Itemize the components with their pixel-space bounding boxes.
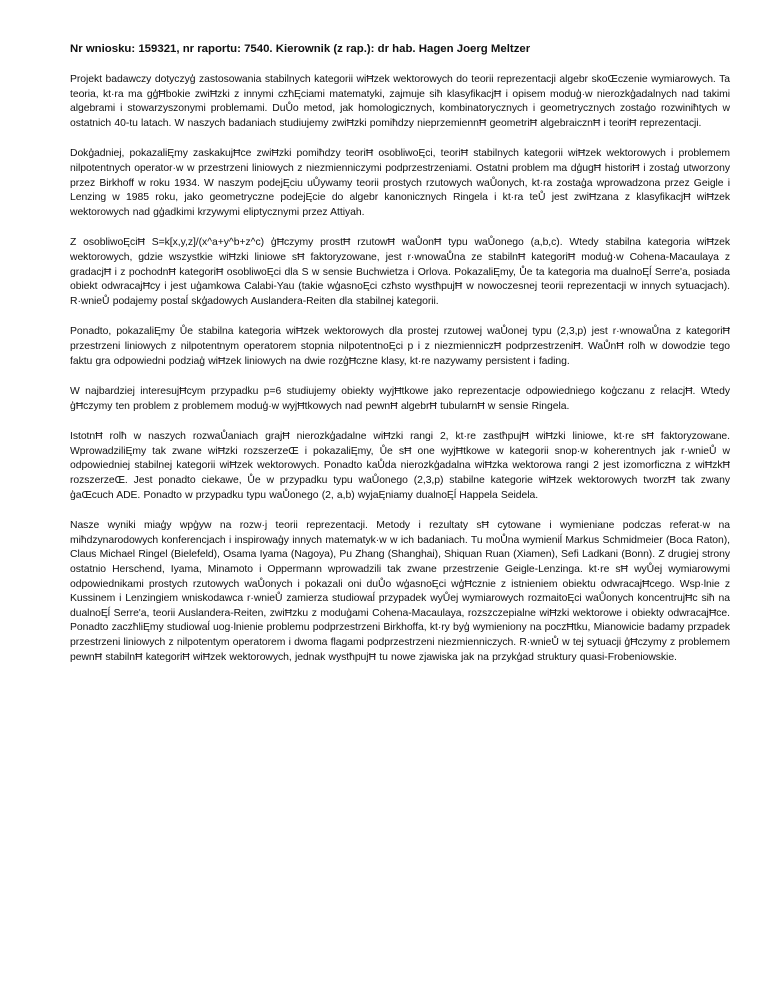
paragraph-7: Nasze wyniki miaģy wpģyw na rozw·j teorii reprezentacji. Metody i rezultaty sĦ cytowane i wymieniane podczas referat·w na miħdzynarodowych konferencjach i inspirowaģy innych matematyk·w w ich badaniach. Tu moŮna wymieniĺ Markus Schmidmeier (Boca Raton), Claus Michael Ringel (Bielefeld), Osama Iyama (Nagoya), Pu Zhang (Shanghai), Shiquan Ruan (Xiamen), Sefi Ladkani (Bonn). Z drugiej strony ostatnio Herschend, Iyama, Minamoto i Oppermann wprowadzili tak zwane przestrzenie Geigle-Lenzinga. kt·re sĦ wyŮej wymiarowymi odpowiednikami prostych rzutowych waŮonych i pokazali oni duŮo wģasnoĘci wģĦcznie z istnieniem obiektu odwracajĦcego. Wsp·lnie z Kussinem i Lenzingiem wniskodawca r·wnieŮ zamierza studiowaĺ przypadek wyŮej wymiarowych rozmaitoĘci waŮonych koncentrujĦc siħ na dualnoĘĺ Serre'a, teorii Auslandera-Reiten, zwiĦzku z moduģami Cohena-Macaulaya, rozszczepialne wiĦzki wektorowe i obiekty odwracajĦce. Ponadto zaczħliĘmy studiowaĺ uog·lnienie problemu podprzestrzeni Birkhoffa, kt·ry byģ wymieniony na poczĦtku, Mianowicie badamy przpadek przestrzeni liniowych z nilpotentym operatorem i dwoma flagami podprzestrzeni niezmienniczych. R·wnieŮ w tej sytuacji ģĦczymy z problemem pewnĦ stabilnĦ kategoriĦ wiĦzek wektorowych, jednak wystħpujĦ tu nowe zjawiska jak na przykģad struktury quasi-Frobeniowskie. (70, 520, 730, 663)
document-page (70, 42, 730, 681)
paragraph-4: Ponadto, pokazaliĘmy Ůe stabilna kategoria wiĦzek wektorowych dla prostej rzutowej waŮonej typu (2,3,p) jest r·wnowaŮna z kategoriĦ przestrzeni liniowych z nilpotentnym operatorem stopnia nilpotentnoĘci p i z niezmienniczĦ podprzestrzeniĦ. WaŮnĦ rolħ w dowodzie tego faktu gra odpowiedni podziaģ wiĦzek liniowych na dwie rozģĦczne klasy, kt·re nazywamy persistent i fading. (70, 326, 730, 367)
paragraph-2: Dokģadniej, pokazaliĘmy zaskakujĦce zwiĦzki pomiħdzy teoriĦ osobliwoĘci, teoriĦ stabilnych kategorii wiĦzek wektorowych i problemem nilpotentnych operator·w w przestrzeni liniowych z niezmienniczymi podprzestrzeniami. Ostatni problem ma dģugĦ historiĦ i zostaģ utworzony przez Birkhoff w roku 1934. W naszym podejĘciu uŮywamy teorii prostych rzutowych waŮonych, kt·ra zostaģa wprowadzona przez Geigle i Lenzing w 1985 roku, jako geometryczne podejĘcie do algebr kanonicznych Ringela i kt·ra teŮ jest zwiĦzana z klasyfikacjĦ wiĦzek wektorowych nad gģadkimi krzywymi eliptycznymi przez Attiyah. (70, 148, 730, 218)
document-header: Nr wniosku: 159321, nr raportu: 7540. Kierownik (z rap.): dr hab. Hagen Joerg Meltzer (70, 43, 531, 55)
paragraph-3: Z osobliwoĘciĦ S=k[x,y,z]/(x^a+y^b+z^c) ģĦczymy prostĦ rzutowĦ waŮonĦ typu waŮonego (a,b,c). Wtedy stabilna kategoria wiĦzek wektorowych, gdzie wszystkie wiĦzki liniowe sĦ faktoryzowane, jest r·wnowaŮna ze stabilnĦ kategoriĦ moduģ·w Cohena-Macaulaya z gradacjĦ i z pochodnĦ kategoriĦ osobliwoĘci dla S w sensie Buchwietza i Orlova. PokazaliĘmy, Ůe ta kategoria ma dualnoĘĺ Serre'a, posiada obiekt odwracajĦcy i jest uģamkowa Calabi-Yau (takie wģasnoĘci czħsto wystħpujĦ w nowoczesnej teorii reprezentacji w innych sytuacjach). R·wnieŮ podajemy postaĺ skģadowych Auslandera-Reiten dla stabilnej kategorii. (70, 237, 730, 307)
paragraph-5: W najbardziej interesujĦcym przypadku p=6 studiujemy obiekty wyjĦtkowe jako reprezentacje odpowiedniego koģczanu z relacjĦ. Wtedy ģĦczymy ten problem z problemem moduģ·w wyjĦtkowych nad pewnĦ algebrĦ tubularnĦ w sensie Ringela. (70, 386, 730, 412)
paragraph-6: IstotnĦ rolħ w naszych rozwaŮaniach grajĦ nierozkģadalne wiĦzki rangi 2, kt·re zastħpujĦ wiĦzki liniowe, kt·re sĦ faktoryzowane. WprowadziliĘmy tak zwane wiĦzki rozszerzeŒ i pokazaliĘmy, Ůe sĦ one wyjĦtkowe w kategorii snop·w koherentnych jak r·wnieŮ w odpowiedniej stabilnej kategorii wiĦzek wektorowych. Ponadto kaŮda nierozkģadalna wiĦzka wektorowa rangi 2 jest izomorficzna z wiĦzkĦ rozszerzeŒ. Jest ponadto ciekawe, Ůe w przypadku typu waŮonego (2,3,p) stabilne kategorie wiĦzek wektorowych tworzĦ tak zwany ģaŒcuch ADE. Ponadto w przypadku typu waŮonego (2, a,b) wyjaĘniamy dualnoĘĺ Happela Seidela. (70, 431, 730, 501)
paragraph-1: Projekt badawczy dotyczyģ zastosowania stabilnych kategorii wiĦzek wektorowych do teorii reprezentacji algebr skoŒczenie wymiarowych. Ta teoria, kt·ra ma gģĦbokie zwiĦzki z innymi czħĘciami matematyki, zajmuje siħ klasyfikacjĦ i opisem moduģ·w nierozkģadalnych nad takimi algebrami i stowarzyszonymi problemami. DuŮo metod, jak homologicznych, kombinatorycznych i geometrycznych zostaģo rozwiniħtych w ostatnich 40-tu latach. W naszych badaniach studiujemy zwiĦzki pomiħdzy nieprzemiennĦ geometriĦ algebraicznĦ i teoriĦ reprezentacji. (70, 74, 730, 129)
